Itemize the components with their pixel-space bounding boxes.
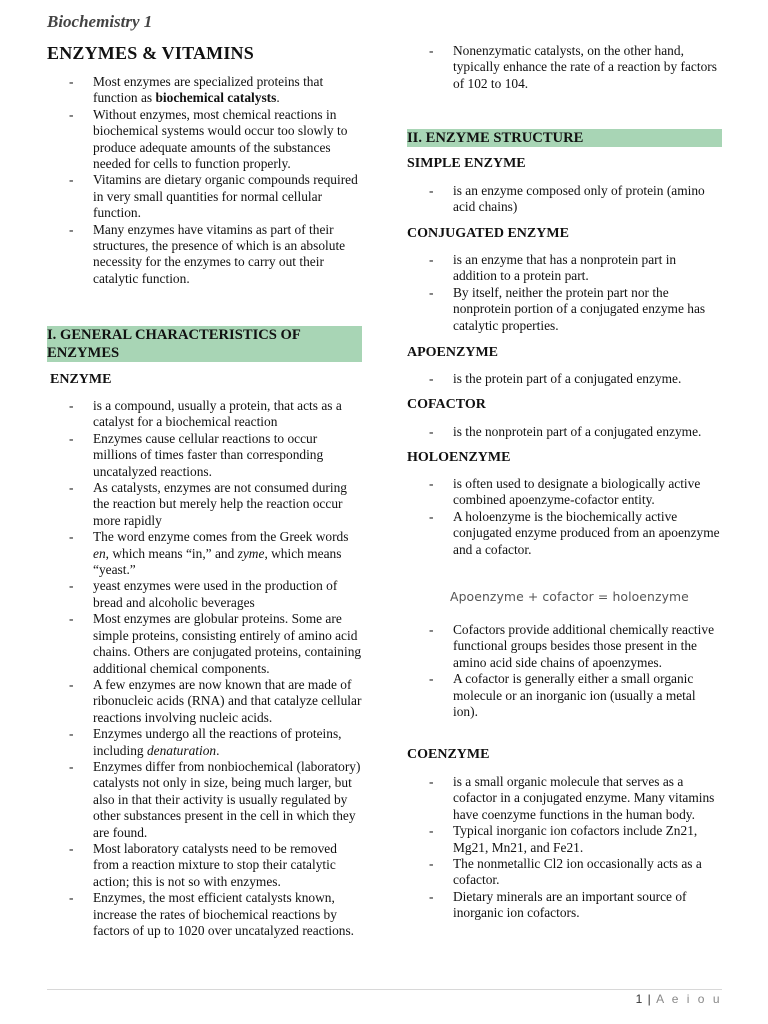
cofactor-list bbox=[407, 424, 722, 440]
list-item: - Most laboratory catalysts need to be removed from a reaction mixture to stop their catalytic action; this is not so with enzymes. bbox=[47, 841, 362, 890]
list-item: - A few enzymes are now known that are made of ribonucleic acids (RNA) and that catalyze cellular reactions involving nucleic acids. bbox=[47, 677, 362, 726]
list-item: - Cofactors provide additional chemically reactive functional groups besides those present in the amino acid side chains of apoenzymes. bbox=[407, 622, 722, 671]
page-title: ENZYMES & VITAMINS bbox=[47, 43, 254, 63]
bold-term: biochemical catalysts bbox=[155, 90, 277, 106]
list-item: - The nonmetallic Cl2 ion occasionally acts as a cofactor. bbox=[407, 856, 722, 889]
nonenzymatic-list bbox=[407, 43, 722, 92]
subheading-conjugated-enzyme: CONJUGATED ENZYME bbox=[407, 226, 569, 241]
list-item: - By itself, neither the protein part nor the nonprotein portion of a conjugated enzyme has catalytic properties. bbox=[407, 285, 722, 334]
list-item: - is a small organic molecule that serves as a cofactor in a conjugated enzyme. Many vitamins have coenzyme functions in the human body. bbox=[407, 774, 722, 823]
simple-enzyme-list bbox=[407, 183, 722, 216]
list-item: - is the nonprotein part of a conjugated enzyme. bbox=[407, 424, 722, 440]
list-item: - is an enzyme that has a nonprotein part in addition to a protein part. bbox=[407, 252, 722, 285]
footer-brand: A e i o u bbox=[656, 992, 722, 1006]
subheading-apoenzyme: APOENZYME bbox=[407, 345, 498, 360]
list-item: - is an enzyme composed only of protein (amino acid chains) bbox=[407, 183, 722, 216]
list-item: - is the protein part of a conjugated enzyme. bbox=[407, 371, 722, 387]
footer-divider bbox=[47, 989, 722, 990]
footer-separator: | bbox=[647, 992, 651, 1006]
holoenzyme-list bbox=[407, 476, 722, 558]
cofactor-details-list bbox=[407, 622, 722, 720]
list-item: - A cofactor is generally either a small organic molecule or an inorganic ion (usually a metal ion). bbox=[407, 671, 722, 720]
list-item: - As catalysts, enzymes are not consumed during the reaction but merely help the reaction occur more rapidly bbox=[47, 480, 362, 529]
intro-list bbox=[47, 74, 362, 287]
list-item: - Enzymes, the most efficient catalysts known, increase the rates of biochemical reactions by factors of up to 1020 over uncatalyzed reactions. bbox=[47, 890, 362, 939]
enzyme-list bbox=[47, 398, 362, 939]
list-item: - Many enzymes have vitamins as part of their structures, the presence of which is an absolute necessity for the enzymes to carry out their catalytic function. bbox=[47, 222, 362, 288]
list-item: - Enzymes differ from nonbiochemical (laboratory) catalysts not only in size, being much larger, but also in that their activity is usually regulated by other substances present in the cell in which they are found. bbox=[47, 759, 362, 841]
list-item: - Enzymes cause cellular reactions to occur millions of times faster than corresponding uncatalyzed reactions. bbox=[47, 431, 362, 480]
list-item: - A holoenzyme is the biochemically active conjugated enzyme produced from an apoenzyme and a cofactor. bbox=[407, 509, 722, 558]
subheading-cofactor: COFACTOR bbox=[407, 397, 486, 412]
subheading-holoenzyme: HOLOENZYME bbox=[407, 450, 511, 465]
list-item: - is often used to designate a biologically active combined apoenzyme-cofactor entity. bbox=[407, 476, 722, 509]
list-item: - Typical inorganic ion cofactors include Zn21, Mg21, Mn21, and Fe21. bbox=[407, 823, 722, 856]
list-item: - Most enzymes are specialized proteins that function as biochemical catalysts. bbox=[47, 74, 362, 107]
list-item: - Without enzymes, most chemical reactions in biochemical systems would occur too slowly to produce adequate amounts of the substances needed for cells to function properly. bbox=[47, 107, 362, 173]
list-item: - Nonenzymatic catalysts, on the other hand, typically enhance the rate of a reaction by factors of 102 to 104. bbox=[407, 43, 722, 92]
apoenzyme-list bbox=[407, 371, 722, 387]
subheading-coenzyme: COENZYME bbox=[407, 747, 490, 762]
section-heading-general-characteristics: I. GENERAL CHARACTERISTICS OF ENZYMES bbox=[47, 326, 362, 362]
list-item: - is a compound, usually a protein, that acts as a catalyst for a biochemical reaction bbox=[47, 398, 362, 431]
subheading-enzyme: ENZYME bbox=[50, 372, 112, 387]
conjugated-enzyme-list bbox=[407, 252, 722, 334]
page-number: 1 bbox=[635, 992, 643, 1006]
subheading-simple-enzyme: SIMPLE ENZYME bbox=[407, 156, 526, 171]
list-item: - Dietary minerals are an important source of inorganic ion cofactors. bbox=[407, 889, 722, 922]
list-item: - Enzymes undergo all the reactions of proteins, including denaturation. bbox=[47, 726, 362, 759]
list-item: - Most enzymes are globular proteins. Some are simple proteins, consisting entirely of amino acid chains. Others are conjugated proteins, containing additional chemical components. bbox=[47, 611, 362, 677]
coenzyme-list bbox=[407, 774, 722, 922]
page-footer bbox=[636, 992, 722, 1006]
document-header: Biochemistry 1 bbox=[47, 12, 153, 31]
list-item: - Vitamins are dietary organic compounds required in very small quantities for normal cellular function. bbox=[47, 172, 362, 221]
holoenzyme-equation: Apoenzyme + cofactor = holoenzyme bbox=[450, 589, 689, 604]
section-heading-enzyme-structure: II. ENZYME STRUCTURE bbox=[407, 129, 722, 147]
list-item: - The word enzyme comes from the Greek words en, which means “in,” and zyme, which means “yeast.” bbox=[47, 529, 362, 578]
list-item: - yeast enzymes were used in the production of bread and alcoholic beverages bbox=[47, 578, 362, 611]
